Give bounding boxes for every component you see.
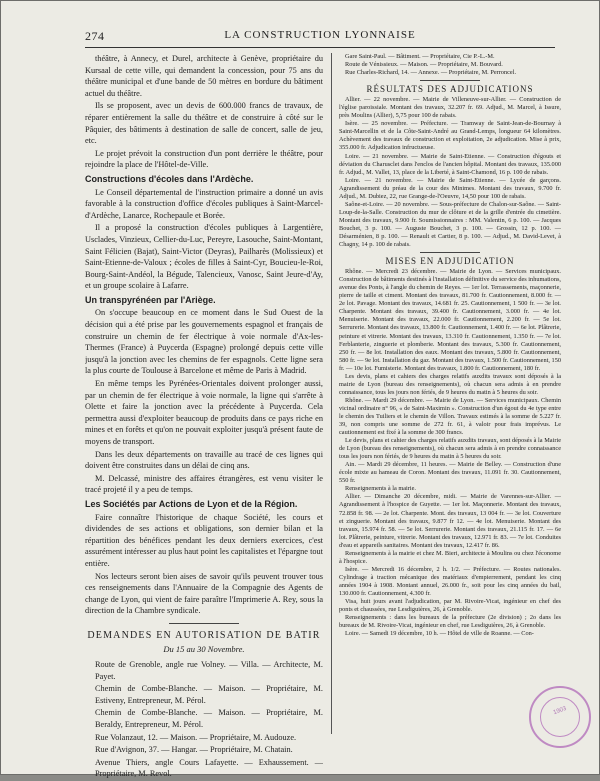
adjudication-title: MISES EN ADJUDICATION (385, 256, 515, 267)
permit-entry: Route de Vénissieux. — Maison. — Propriétaire, M. Bouvard. (345, 61, 503, 69)
paragraph: Nos lecteurs seront bien aises de savoir qu'ils peuvent trouver tous ces renseignements dans l'Annuaire de la Compagnie des Agents de change de Lyon, qui vient de faire paraître l'Imprimerie A. Rey, sous la direction de la Chambre syndicale. (85, 571, 323, 616)
section-heading: Constructions d'écoles dans l'Ardèche. (85, 173, 254, 184)
adjudication-entry: Isère. — Mercredi 16 décembre, 2 h. 1/2. — Préfecture. — Routes nationales. Cylindrage à traction mécanique des matériaux d'empierrement, pendant les cinq années 1904 à 1908. Montant annuel, 26.000 fr., soit pour les cinq années du bail, 130.000 fr. Cautionnement, 4.300 fr. (339, 565, 561, 597)
permit-entry: Rue Volanzaut, 12. — Maison. — Propriétaire, M. Audouze. (95, 732, 297, 742)
paragraph: On s'occupe beaucoup en ce moment dans le Sud Ouest de la décision qui a été prise par les gouvernements espagnol et français de construire un chemin de fer électrique à voie normale d'Ax-les-Thermes (France) à Puycerda (Espagne) prolongé depuis cette ville jusqu'à la jonction avec les chemins de fer espagnols. Cette ligne sera la plus courte de Toulouse à Barcelone et même de Paris à Madrid. (85, 308, 323, 376)
adjudication-entry: Renseignements à la mairie. (345, 485, 416, 493)
column-divider (331, 53, 332, 734)
adjudication-entry: Loire. — Samedi 19 décembre, 10 h. — Hôtel de ville de Roanne. — Con- (345, 630, 534, 638)
running-head (85, 29, 555, 43)
adjudication-entry: Allier. — Dimanche 20 décembre, midi. — Mairie de Varennes-sur-Allier. — Agrandissement à l'hospice de Guyette. — 1er lot. Maçonnerie. Montant des travaux, 72.858 fr. 98. — 2e lot. Charpente. Mont. des travaux, 13 004 fr. — 3e lot. Couverture et zinguerie. Montant des travaux, 9.877 fr 12. — 4e lot. Menuiserie. Montant des travaux, 15.974 fr. 58. — 5e lot. Serrurerie. Montant des travaux, 21.115 fr. 17. — 6e lot. Plâtrerie, peinture, vitrerie. Montant des travaux, 12.971 fr. 83. — 7e lot. Conduites d'eau et appareils sanitaires. Montant des travaux, 12.417 fr. 86. (339, 493, 561, 549)
adjudication-entry: Rhône. — Mercredi 23 décembre. — Mairie de Lyon. — Services municipaux. Construction de bâtiments destinés à l'installation définitive du service des inhumations, avenue des Ponts, à l'angle du chemin de Reyes. — 1er lot. Terrassements, maçonnerie, pierre de taille et ciment. Montant des travaux, 81.700 fr. Cautionnement, 8.000 fr. — 2e lot. Pavage. Montant des travaux, 14.681 fr. 25. Cautionnement, 1 500 fr. — 3e lot. Charpente. Montant des travaux, 39.400 fr. Cautionnement, 3.000 fr. — 4e lot. Menuiserie. Montant des travaux, 22.000 fr. Cautionnement, 2.200 fr. — 5e lot. Serrurerie. Montant des travaux, 13.800 fr. Cautionnement, 1.400 fr. — 6e lot. Plâtrerie, peinture et vitrerie. Montant des travaux, 13.310 fr. Cautionnement, 1.350 fr. — 7e lot. Ferblanterie, zinguerie et plomberie. Montant des travaux, 5.300 fr. Cautionnement, 250 fr. — 8e lot. Installation des eaux. Montant des travaux, 5.800 fr. Cautionnement, 580 fr. — 9e lot. Installation du gaz. Montant des travaux, 1.500 fr. Cautionnement, 150 fr. — 10e lot. Fumisterie. Montant des travaux, 1.800 fr. Cautionnement, 180 fr. (339, 268, 561, 372)
right-column (339, 53, 561, 638)
paragraph: M. Delcassé, ministre des affaires étrangères, est venu visiter le tracé projeté il y a peu de temps. (85, 473, 323, 495)
paragraph: Ils se proposent, avec un devis de 600.000 francs de travaux, de réparer entièrement la salle du théâtre et de construire à côté sur le Pâquier, des bâtiments à destination de salle de concert, salle de jeu, etc. (85, 101, 323, 146)
journal-title: LA CONSTRUCTION LYONNAISE (224, 29, 416, 41)
permits-subtitle: Du 15 au 30 Novembre. (163, 643, 245, 654)
page-number: 274 (85, 29, 105, 43)
paragraph: Dans les deux départements on travaille au tracé de ces lignes qui doivent être construites dans un délai de cinq ans. (85, 449, 323, 471)
adjudication-entry: Visa, huit jours avant l'adjudication, par M. Rivoire-Vicat, ingénieur en chef des ponts et chaussées, rue Lesdiguières, 26, à Grenoble. (339, 598, 561, 614)
permit-entry: Route de Grenoble, angle rue Volney. — Villa. — Architecte, M. Payet. (95, 660, 323, 681)
section-divider (420, 252, 480, 253)
result-entry: Isère. — 25 novembre. — Préfecture. — Tramway de Saint-Jean-de-Bournay à Saint-Marcellin et de la Côte-Saint-André au Grand-Lemps, longueur 64 kilomètres. Achèvement des travaux de construction et exploitation, 2e adjudication. Mise à prix, 355.000 fr. Adjudication infructueuse. (339, 120, 561, 152)
stamp-text: 1903 (552, 705, 568, 717)
permit-entry: Chemin de Combe-Blanche. — Maison. — Propriétaire, M. Beraldy, Entrepreneur, M. Pérol. (95, 708, 323, 730)
paragraph: En même temps les Pyrénées-Orientales doivent prolonger aussi, par un chemin de fer électrique à voie normale, la ligne qui s'arrête à Olette et faire la jonction avec la précédente à Puycerda. Cela permettra aussi d'exploiter beaucoup de produits dans ce pays riche en mines et en forêts et qu'on ne pouvait exploiter jusqu'à présent faute de moyens de transport. (85, 379, 323, 446)
section-heading: Un transpyrénéen par l'Ariège. (85, 294, 216, 305)
adjudication-entry: Rhône. — Mardi 29 décembre. — Mairie de Lyon. — Services municipaux. Chemin vicinal ordinaire n° 96, « de Saint-Maximin ». Construction d'un égout du 4e type entre le chemin des Tuiliers et le chemin de Villon. Travaux estimés à la somme de 5.227 fr. 39, non compris une somme de 272 fr. 61, à valoir pour frais imprévus. Le cautionnement est fixé à la somme de 300 francs. (339, 396, 561, 437)
paragraph: Il a proposé la construction d'écoles publiques à Largentière, Usclades, Vinzieux, Cellier-du-Luc, Pereyre, Lasouche, Saint-Montant, Saint Félicien (Bajat), Saint-Victor (Deyras), Pailharès (Molissieux) et Saint-Etienne-de-Valoux ; écoles de filles à Saint-Cyr, Boucieu-le-Roi, Bourg-Saint-Andéol, la Bégude, Talencieux, Vanosc, Saint Jeure-d'Ay, et un groupe scolaire à Lafarre. (85, 223, 323, 291)
adjudication-entry: Renseignements à la mairie et chez M. Bieri, architecte à Moulins ou chez l'économe à l'hospice. (339, 549, 561, 565)
results-title: RÉSULTATS DES ADJUDICATIONS (366, 84, 534, 95)
adjudication-entry: Renseignements : dans les bureaux de la préfecture (2e division) ; 2o dans les bureaux de M. Rivoire-Vicat, ingénieur en chef, rue Lesdiguières, 26, à Grenoble. (339, 614, 561, 630)
section-divider (420, 80, 480, 81)
permit-entry: Rue Charles-Richard, 14. — Annexe. — Propriétaire, M. Perroncel. (345, 69, 517, 77)
adjudication-entry: Le devis, plans et cahier des charges relatifs auxdits travaux, sont déposés à la Mairie de Lyon (bureau des renseignements), où chacun sera admis à en prendre connaissance tous les jours non fériés, de 9 heures du matin à 5 heures du soir. (339, 437, 561, 461)
library-stamp (529, 686, 591, 748)
result-entry: Loire. — 21 novembre. — Mairie de Saint-Etienne. — Construction d'égouts et déviation du Charusclet dans l'enclos de l'ancien hôpital. Montant des travaux, 135.000 fr. Adjud., M. Vallet, 13, place de la Liberté, à Saint-Chamond, 16 p. 100 de rabais. (339, 152, 561, 176)
paragraph: Le Conseil départemental de l'instruction primaire a donné un avis favorable à la construction d'office d'écoles publiques à Saint-Marcel-d'Ardèche, Lanarce, Rochepaule et Borée. (85, 187, 323, 220)
result-entry: Loire. — 21 novembre. — Mairie de Saint-Etienne. — Lycée de garçons. Agrandissement du préau de la cour des Minimes. Montant des travaux, 9.700 fr. Adjud., M. Dubiez, 22, rue Grange-de-l'Oeuvre, 14,50 pour 100 de rabais. (339, 176, 561, 200)
permit-entry: Rue d'Avignon, 37. — Hangar. — Propriétaire, M. Chatain. (95, 745, 293, 755)
adjudication-entry: Les devis, plans et cahiers des charges relatifs auxdits travaux sont déposés à la mairie de Lyon (bureau des renseignements), où chacun sera admis à en prendre connaissance, tous les jours non fériés, de 9 heures du matin à 5 heures du soir. (339, 372, 561, 396)
permit-entry: Gare Saint-Paul. — Bâtiment. — Propriétaire, Cie P.-L.-M. (345, 53, 495, 60)
permit-entry: Avenue Thiers, angle Cours Lafayette. — Exhaussement. — Propriétaire, M. Revol. (95, 757, 323, 779)
permit-entry: Chemin de Combe-Blanche. — Maison. — Propriétaire, M. Estiveny, Entrepreneur, M. Pérol. (95, 684, 323, 705)
adjudication-entry: Ain. — Mardi 29 décembre, 11 heures. — Mairie de Belley. — Construction d'une école mixte au hameau de Coron. Montant des travaux, 11.091 fr. 30. Cautionnement, 550 fr. (339, 461, 561, 485)
section-divider (169, 623, 239, 624)
permits-title: DEMANDES EN AUTORISATION DE BATIR (87, 629, 321, 641)
header-rule (85, 47, 555, 48)
result-entry: Allier. — 22 novembre. — Mairie de Villeneuve-sur-Allier. — Construction de l'église paroissiale. Montant des travaux, 32.207 fr. 69. Adjud., M. Marcel, à Issure, près Moulins (Allier), 5,75 pour 100 de rabais. (339, 96, 561, 120)
paragraph: Faire connaître l'historique de chaque Société, les cours et dividendes de ses actions et obligations, son dernier bilan et la répartition des bénéfices pendant les deux derniers exercices, c'est assurément intéresser au plus haut point les capitalistes et l'épargne tout entière. (85, 512, 323, 568)
section-heading: Les Sociétés par Actions de Lyon et de la Région. (85, 498, 298, 509)
paragraph: Le projet prévoit la construction d'un pont derrière le théâtre, pour rejoindre la place de l'Hôtel-de-Ville. (85, 148, 323, 170)
result-entry: Saône-et-Loire. — 20 novembre. — Sous-préfecture de Chalon-sur-Saône. — Saint-Loup-de-la-Salle. Construction du mur de clôture et de la grille d'entrée du cimetière. Montant des travaux, 9.900 fr. Soumissionnaires : MM. Valentin, 6 p. 100. — Jacques Bouchet, 3 p. 100. — Auguste Bouchet, 3 p. 100. — Grossin, 12 p. 100. — Désarménien, 8 p. 100. — Renault et Cartier, 8 p. 100. — Adjud., M. David-Levet, à Chagny, 14 p. 100 de rabais. (339, 200, 561, 249)
left-column (85, 53, 323, 781)
paragraph: théâtre, à Annecy, et Durel, architecte à Genève, propriétaire du Kursaal de cette ville, qui demandent la concession, pour 75 ans du théâtre municipal et d'une bande de 50 mètres en bordure du bâtiment actuel du théâtre. (85, 54, 323, 98)
